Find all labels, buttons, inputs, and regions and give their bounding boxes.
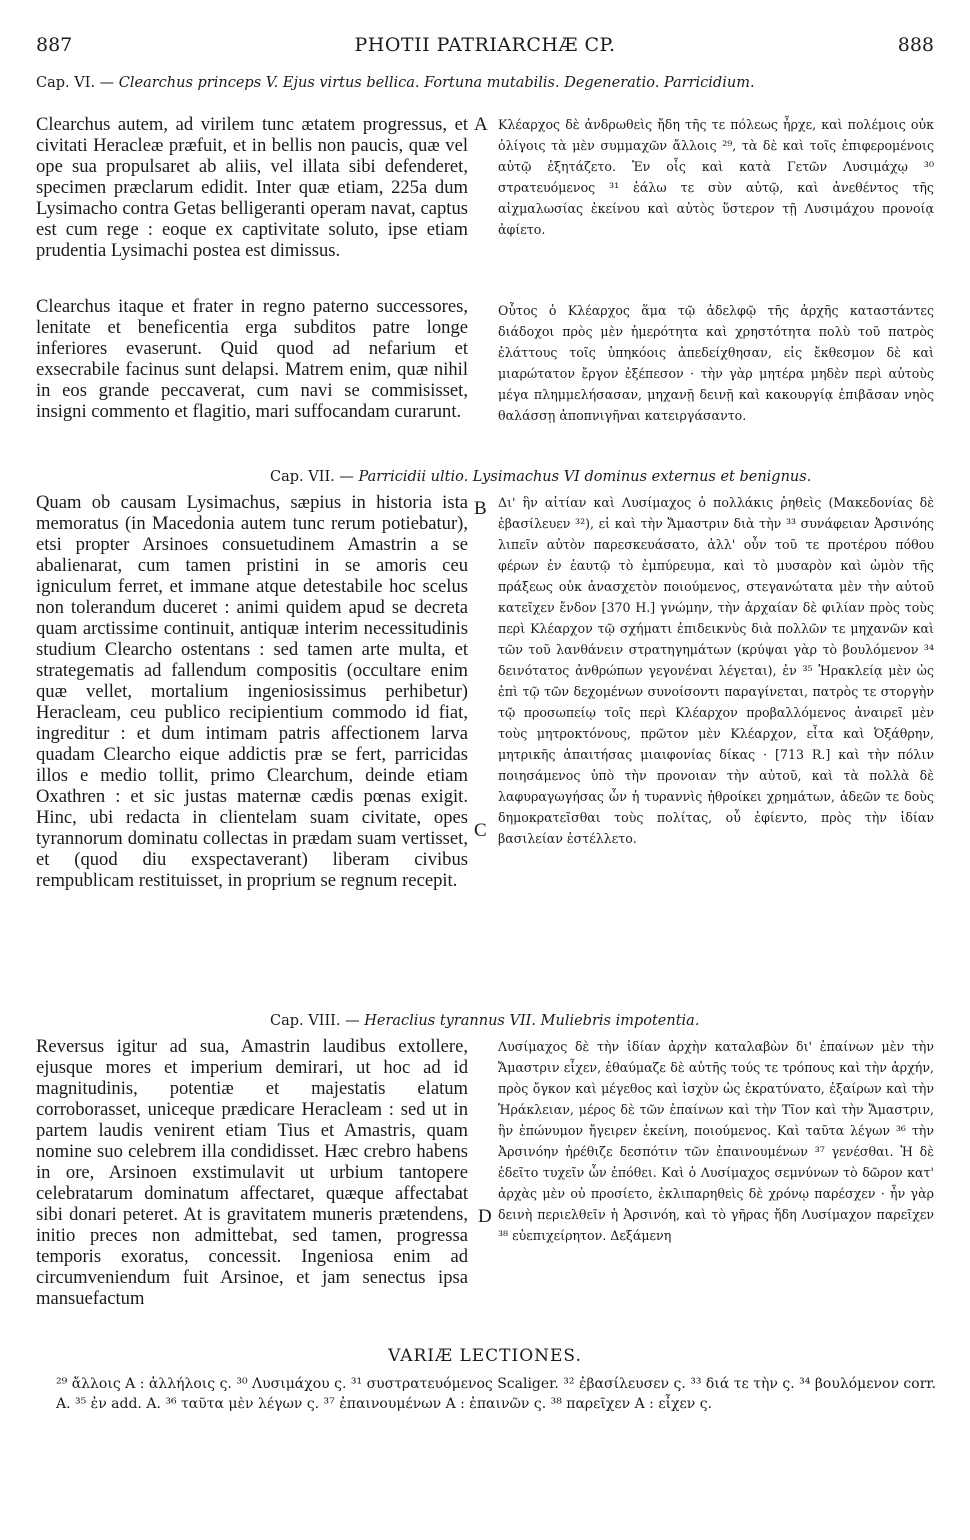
chapter-title: Heraclius tyrannus VII. Muliebris impotentia. bbox=[364, 1013, 700, 1029]
chapter-number: Cap. VI. — bbox=[36, 75, 115, 91]
right-page-number: 888 bbox=[897, 34, 934, 56]
section-marker-d: D bbox=[478, 1206, 492, 1227]
variae-lectiones-heading: VARIÆ LECTIONES. bbox=[388, 1346, 582, 1366]
greek-paragraph-3: Δι' ἣν αἰτίαν καὶ Λυσίμαχος ὁ πολλάκις ῥηθεὶς (Μακεδονίας δὲ ἐβασίλευεν ³²), εἰ καὶ τὴν Ἄμαστριν διὰ τὴν ³³ συνάφειαν Ἀρσινόης λιπεῖν αὐτὸν παρεσκευάσατο, ἀλλ' οὖν τοῦ τε προτέρου πόθου φέρων ἐν ἑαυτῷ τὸ ἐμπύρευμα, καὶ τὸ μυσαρὸν καὶ ὠμὸν τῆς πράξεως οὐκ ἀνασχετὸν ποιούμενος, στεγανώτατα μὲν τὴν αὐτοῦ κατεῖχεν ἔνδον [370 H.] γνώμην, τὴν ἀρχαίαν δὲ φιλίαν πρὸς τοὺς περὶ Κλέαρχον τῷ σχήματι ἐπιδεικνὺς διὰ πολλῶν τε μηχανῶν καὶ τῶν τοῦ λανθάνειν στρατηγημάτων (κρύψαι γὰρ τὸ βουλόμενον ³⁴ δεινότατος ἀνθρώπων γεγονέναι λέγεται), ἐν ³⁵ Ἡρακλείᾳ μὲν ὡς ἐπὶ τῷ τῶν δεχομένων συνοίσοντι παραγίνεται, πατρὸς τε στοργὴν τῷ προσωπείῳ τοῖς περὶ Κλέαρχον προβαλλόμενος ἀναιρεῖ μὲν τοὺς μητροκτόνους, πρῶτον μὲν Κλέαρχον, εἶτα καὶ Ὀξάθρην, μητρικῆς ἀπαιτήσας μιαιφονίας δίκας · [713 R.] καὶ τὴν πόλιν ποιησάμενος ὑπὸ τὴν προνοιαν τὴν αὐτοῦ, καὶ τὰ πολλὰ δὲ λαφυραγωγήσας ὧν ἡ τυραννὶς ἠθροίκει χρημάτων, ἀδεῶν τε δοὺς δημοκρατεῖσθαι τοὺς πολίτας, οὗ ἐφίεντο, πρὸς τὴν ἰδίαν βασιλείαν ἐστέλλετο. bbox=[498, 495, 934, 846]
latin-paragraph-4: Reversus igitur ad sua, Amastrin laudibus extollere, ejusque mores et imperium demirari, ut hoc ad id magnitudinis, potentiæ et majestatis elatum corroborasset, uniceque prædicare Heracleam : sed ut in partem laudis venirent etiam Tius et Amastris, quam nomine suo celebrem illa condidisset. Hæc crebro habens in ore, Arsinoen exstimulavit ut urbium tantopere celebratarum dominatum affectaret, quæque affectabat sibi donari peteret. At is gravitatem muneris prætendens, initio preces non admittebat, sed tamen, progressa temporis exoratus, concessit. Ingeniosa enim ad circumveniendum fuit Arsinoe, et jam senectus ipsa mansuefactum bbox=[36, 1036, 468, 1309]
latin-paragraph-1: Clearchus autem, ad virilem tunc ætatem progressus, et civitati Heracleæ præfuit, et in bellis non paucis, quæ vel ope sua propulsaret ab aliis, vel illata sibi defenderet, specimen præclarum edidit. Inter quæ etiam, 225a dum Lysimacho contra Getas belligeranti operam navat, captus est cum rege : eoque ex captivitate soluto, ipse etiam prudentia Lysimachi postea est dimissus. bbox=[36, 114, 468, 261]
greek-paragraph-4: Λυσίμαχος δὲ τὴν ἰδίαν ἀρχὴν καταλαβὼν δι' ἐπαίνων μὲν τὴν Ἄμαστριν εἶχεν, ἐθαύμαζε δὲ αὐτῆς τούς τε τρόπους καὶ τὴν ἀρχήν, πρὸς ὄγκον καὶ μέγεθος καὶ ἰσχὺν ὡς ἐκρατύνατο, ἐξαίρων καὶ τὴν Ἡράκλειαν, μέρος δὲ τῶν ἐπαίνων καὶ τὴν Τῖον καὶ τὴν Ἄμαστριν, ἣν ἐπώνυμον ἤγειρεν ἐκείνη, ποιούμενος. Καὶ ταῦτα λέγων ³⁶ τὴν Ἀρσινόην ἠρέθιζε δεσπότιν τῶν ἐπαινουμένων ³⁷ γενέσθαι. Ἡ δὲ ἐδεῖτο τυχεῖν ὧν ἐπόθει. Καὶ ὁ Λυσίμαχος σεμνύνων τὸ δῶρον κατ' ἀρχὰς μὲν οὐ προσίετο, ἐκλιπαρηθεὶς δὲ χρόνῳ παρέσχεν · ἦν γὰρ δεινὴ περιελθεῖν ἡ Ἀρσινόη, καὶ τὸ γῆρας ἤδη Λυσίμαχον παρεῖχεν ³⁸ εὐεπιχείρητον. Δεξάμενη bbox=[498, 1039, 934, 1243]
greek-paragraph-2: Οὗτος ὁ Κλέαρχος ἅμα τῷ ἀδελφῷ τῆς ἀρχῆς καταστάντες διάδοχοι πρὸς μὲν ἡμερότητα καὶ χρηστότητα πολὺ τοῦ πατρὸς ἐλάττους τοῖς ὑπηκόοις ἀπεδείχθησαν, εἰς ἔκθεσμον δὲ καὶ μιαρώτατον ἔργον ἐξέπεσον · τὴν γὰρ μητέρα μηδὲν περὶ αὐτοὺς μέγα πλημμελήσασαν, μηχανῇ δεινῇ καὶ κακουργίᾳ ἐπιβᾶσαν νηὸς θαλάσσῃ ἀποπνιγῆναι κατειργάσαντο. bbox=[498, 303, 934, 423]
chapter-heading-viii bbox=[270, 1012, 699, 1031]
chapter-title: Clearchus princeps V. Ejus virtus bellica. Fortuna mutabilis. Degeneratio. Parricidium. bbox=[118, 75, 755, 91]
chapter-heading-vi bbox=[36, 74, 936, 93]
chapter-number: Cap. VII. — bbox=[270, 469, 354, 485]
section-marker-c: C bbox=[474, 820, 487, 841]
latin-paragraph-2: Clearchus itaque et frater in regno paterno successores, lenitate et beneficentia erga subditos patre longe inferiores evaserunt. Quid quod ad nefarium et exsecrabile facinus sunt delapsi. Matrem enim, quæ nihil in eos grande peccaverat, cum navi se commisisset, insigni commento et flagitio, mari suffocandam curarunt. bbox=[36, 296, 468, 422]
greek-paragraph-1: Κλέαρχος δὲ ἀνδρωθεὶς ἤδη τῆς τε πόλεως ἦρχε, καὶ πολέμοις οὐκ ὀλίγοις τὰ μὲν συμμαχῶν ἄλλοις ²⁹, τὰ δὲ καὶ τοῖς ἐπιφερομένοις αὐτῷ ἐξητάζετο. Ἐν οἷς καὶ κατὰ Γετῶν Λυσιμάχῳ ³⁰ στρατευόμενος ³¹ ἑάλω τε σὺν αὐτῷ, καὶ ἀνεθέντος τῆς αἰχμαλωσίας ἐκείνου καὶ αὐτὸς ὕστερον τῇ Λυσιμάχου προνοίᾳ ἀφίετο. bbox=[498, 117, 934, 237]
latin-paragraph-3: Quam ob causam Lysimachus, sæpius in historia ista memoratus (in Macedonia autem tunc rerum potiebatur), etsi propter Arsinoes consuetudinem Amastrin a se abalienarat, cum tamen pristini in se amoris ceu igniculum ferret, et immane atque detestabile hoc scelus non tolerandum duceret : animi quidem apud se decreta quam arctissime continuit, antiquæ interim necessitudinis studium Clearcho ostentans : sed tamen arte multa, et strategematis ad fallendum compositis (occultare enim quæ vellet, mortalium ingeniosissimus perhibetur) Heracleam, ceu publico recipientium commodo id fiat, ingreditur : et dum intimam patris affectionem larva quadam Clearcho eique addictis præ se fert, parricidas illos e medio tollit, primo Clearchum, deinde etiam Oxathren : et sic justas maternæ cædis pœnas exigit. Hinc, ubi redacta in clientelam suam civitate, opes tyrannorum dominatu collectas in prædam suam vertisset, et (quod diu exspectaverant) liberam civibus rempublicam restituisset, in proprium se regnum recepit. bbox=[36, 492, 468, 891]
running-title: PHOTII PATRIARCHÆ CP. bbox=[354, 34, 616, 56]
section-marker-a: A bbox=[474, 114, 488, 135]
variae-lectiones-text: ²⁹ ἄλλοις A : ἀλλήλοις ς. ³⁰ Λυσιμάχου ς. ³¹ συστρατευόμενος Scaliger. ³² ἐβασίλευσεν ς. ³³ διά τε τὴν ς. ³⁴ βουλόμενον corr. A. ³⁵ ἐν add. A. ³⁶ ταῦτα μὲν λέγων ς. ³⁷ ἐπαινουμένων A : ἐπαινῶν ς. ³⁸ παρεῖχεν A : εἶχεν ς. bbox=[56, 1376, 936, 1412]
left-page-number: 887 bbox=[36, 34, 73, 56]
running-head bbox=[36, 34, 934, 62]
chapter-number: Cap. VIII. — bbox=[270, 1013, 360, 1029]
chapter-title: Parricidii ultio. Lysimachus VI dominus externus et benignus. bbox=[358, 469, 812, 485]
section-marker-b: B bbox=[474, 498, 487, 519]
chapter-heading-vii bbox=[270, 468, 811, 487]
